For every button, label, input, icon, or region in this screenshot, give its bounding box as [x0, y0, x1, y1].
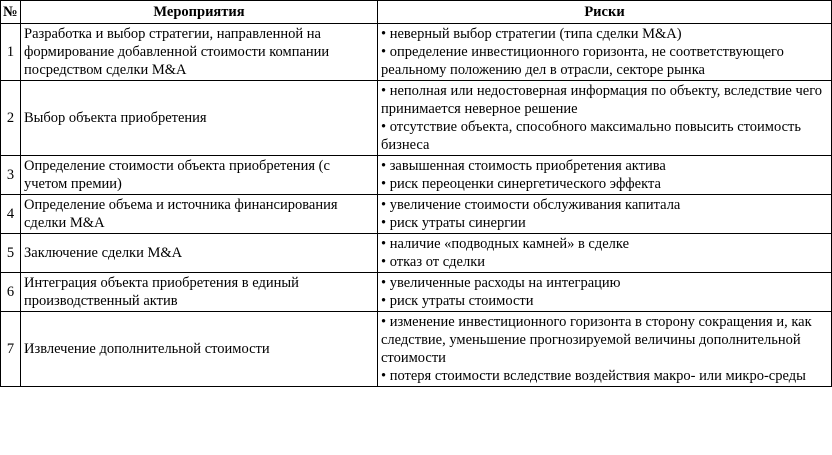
header-row	[1, 1, 832, 24]
row-number: 3	[1, 156, 21, 195]
table-header	[1, 1, 832, 24]
risks-cell	[378, 312, 832, 387]
row-number: 5	[1, 234, 21, 273]
risk-item: • изменение инвестиционного горизонта в сторону сокращения и, как следствие, уменьшение прогнозируемой величины дополнительной стоимости	[381, 314, 812, 366]
risk-item: • отсутствие объекта, способного максимально повысить стоимость бизнеса	[381, 119, 801, 153]
risk-item: • риск утраты стоимости	[381, 293, 534, 309]
event-cell: Заключение сделки M&A	[21, 234, 378, 273]
risk-item: • риск утраты синергии	[381, 215, 526, 231]
event-cell: Выбор объекта приобретения	[21, 81, 378, 156]
event-cell: Определение объема и источника финансирования сделки M&A	[21, 195, 378, 234]
table-row	[1, 195, 832, 234]
row-number: 7	[1, 312, 21, 387]
risk-item: • определение инвестиционного горизонта, не соответствующего реальному положению дел в отрасли, секторе рынка	[381, 44, 784, 78]
table-row	[1, 24, 832, 81]
risk-item: • увеличение стоимости обслуживания капитала	[381, 197, 681, 213]
risks-cell	[378, 273, 832, 312]
row-number: 1	[1, 24, 21, 81]
risk-item: • завышенная стоимость приобретения актива	[381, 158, 666, 174]
table-row	[1, 273, 832, 312]
row-number: 4	[1, 195, 21, 234]
risks-cell	[378, 234, 832, 273]
row-number: 6	[1, 273, 21, 312]
event-cell: Извлечение дополнительной стоимости	[21, 312, 378, 387]
risks-cell	[378, 156, 832, 195]
risk-item: • отказ от сделки	[381, 254, 486, 270]
table-row	[1, 234, 832, 273]
table-row	[1, 312, 832, 387]
table-body	[1, 24, 832, 387]
risk-item: • неверный выбор стратегии (типа сделки M&A)	[381, 26, 682, 42]
risk-item: • потеря стоимости вследствие воздействия макро- или микро-среды	[381, 368, 806, 384]
risk-item: • неполная или недостоверная информация по объекту, вследствие чего принимается неверное решение	[381, 83, 823, 117]
risk-item: • увеличенные расходы на интеграцию	[381, 275, 621, 291]
header-events: Мероприятия	[21, 1, 378, 24]
risks-cell	[378, 195, 832, 234]
risk-item: • риск переоценки синергетического эффекта	[381, 176, 661, 192]
risks-cell	[378, 81, 832, 156]
header-number: №	[1, 1, 21, 24]
event-cell: Определение стоимости объекта приобретения (с учетом премии)	[21, 156, 378, 195]
header-risks: Риски	[378, 1, 832, 24]
event-cell: Разработка и выбор стратегии, направленной на формирование добавленной стоимости компании посредством сделки M&A	[21, 24, 378, 81]
table-row	[1, 81, 832, 156]
risks-cell	[378, 24, 832, 81]
event-cell: Интеграция объекта приобретения в единый производственный актив	[21, 273, 378, 312]
row-number: 2	[1, 81, 21, 156]
table-row	[1, 156, 832, 195]
risk-item: • наличие «подводных камней» в сделке	[381, 236, 630, 252]
